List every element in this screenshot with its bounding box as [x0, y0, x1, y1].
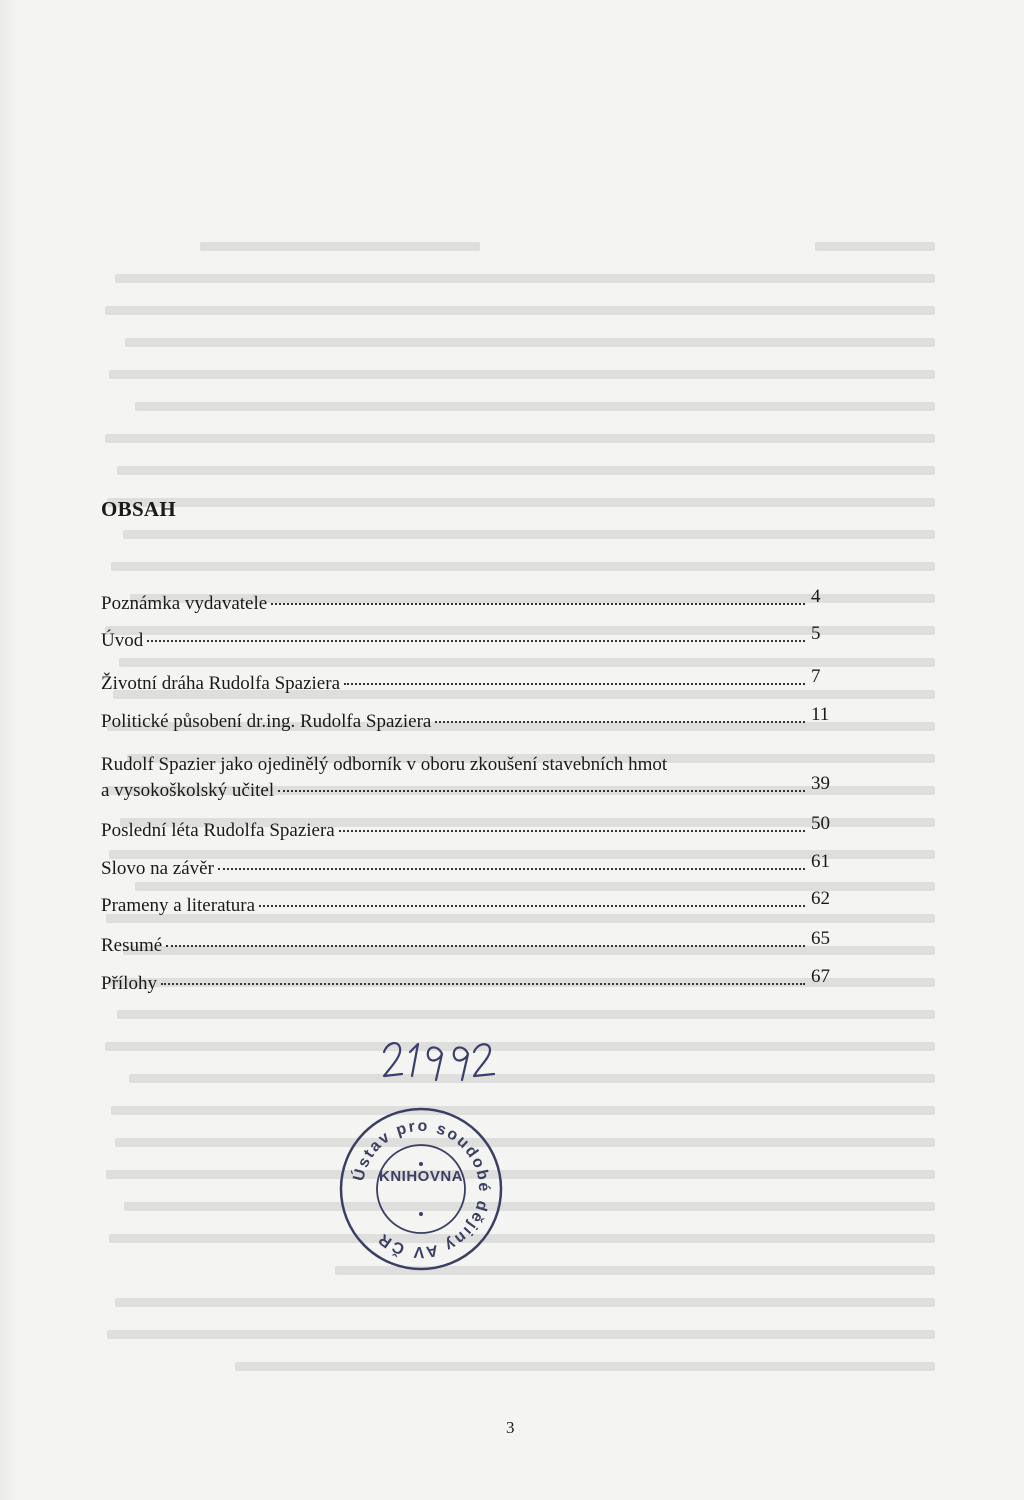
toc-entry-title-line1: Rudolf Spazier jako ojedinělý odborník v oboru zkoušení stavebních hmot [101, 754, 668, 775]
toc-entry-title: a vysokoškolský učitel [101, 780, 275, 801]
toc-entry[interactable] [101, 754, 841, 804]
toc-entry-page: 11 [811, 704, 830, 725]
toc-entry[interactable] [101, 888, 841, 919]
library-stamp [336, 1104, 506, 1274]
toc-dot-leader [166, 945, 805, 947]
toc-entry[interactable] [101, 666, 841, 697]
toc-dot-leader [218, 868, 805, 870]
toc-entry[interactable] [101, 623, 841, 654]
toc-entry-page: 50 [811, 813, 830, 834]
toc-dot-leader [435, 721, 805, 723]
toc-entry-page: 5 [811, 623, 821, 644]
toc-entry[interactable] [101, 813, 841, 844]
toc-entry-page: 7 [811, 666, 821, 687]
toc-dot-leader [259, 905, 805, 907]
toc-entry-title: Slovo na závěr [101, 858, 214, 879]
toc-dot-leader [161, 983, 805, 985]
handwritten-inventory-number [380, 1030, 500, 1090]
stamp-seal-icon [336, 1104, 506, 1274]
page-number: 3 [506, 1418, 515, 1437]
toc-dot-leader [278, 790, 805, 792]
toc-heading: OBSAH [101, 497, 177, 521]
toc-entry[interactable] [101, 928, 841, 959]
toc-dot-leader [147, 640, 805, 642]
stamp-center-text: KNIHOVNA [378, 1168, 463, 1185]
toc-entry[interactable] [101, 966, 841, 997]
toc-entry-title: Prameny a literatura [101, 895, 256, 916]
bleed-through-text [95, 230, 935, 1390]
toc-dot-leader [339, 830, 805, 832]
toc-entry-title: Životní dráha Rudolfa Spaziera [101, 673, 341, 694]
toc-entry-title: Poslední léta Rudolfa Spaziera [101, 820, 335, 841]
toc-entry-title: Politické působení dr.ing. Rudolfa Spaziera [101, 711, 432, 732]
toc-entry-title: Poznámka vydavatele [101, 593, 268, 614]
toc-entry-page: 62 [811, 888, 830, 909]
toc-dot-leader [271, 603, 805, 605]
toc-entry[interactable] [101, 851, 841, 882]
toc-entry-title: Úvod [101, 630, 144, 651]
toc-entry-title: Resumé [101, 935, 163, 956]
toc-entry[interactable] [101, 586, 841, 617]
toc-dot-leader [344, 683, 805, 685]
toc-entry[interactable] [101, 704, 841, 735]
svg-text:Ústav pro soudobé dějiny AV ČR: Ústav pro soudobé dějiny AV ČR [350, 1117, 493, 1261]
toc-entry-title: Přílohy [101, 973, 157, 994]
toc-entry-page: 61 [811, 851, 830, 872]
toc-entry-page: 39 [811, 773, 830, 794]
toc-entry-page: 4 [811, 586, 821, 607]
toc-entry-page: 67 [811, 966, 830, 987]
toc-entry-page: 65 [811, 928, 830, 949]
